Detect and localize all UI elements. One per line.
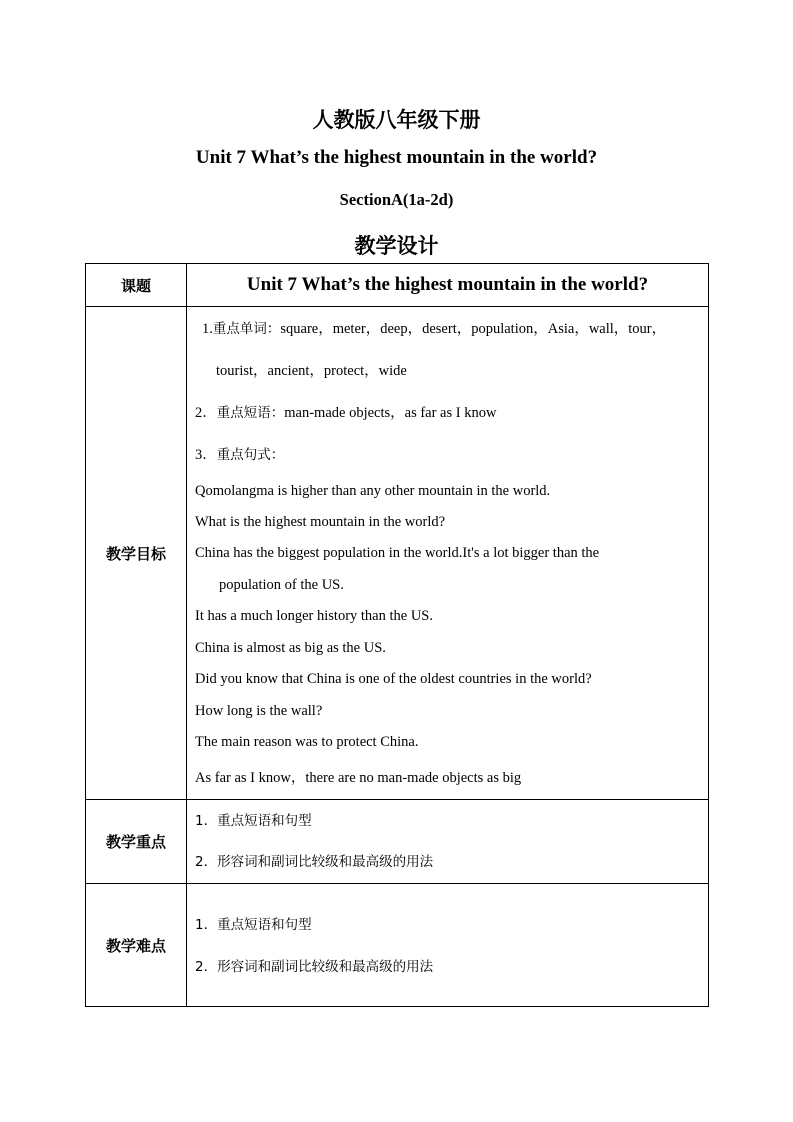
topic-label: 课题 xyxy=(86,264,187,307)
sentence-8: The main reason was to protect China. xyxy=(195,734,419,750)
key-sentences-num: 3． xyxy=(195,447,217,463)
difficulties-cell xyxy=(187,884,709,1007)
sentence-7: How long is the wall? xyxy=(195,703,323,719)
difficulties-row xyxy=(86,884,709,1007)
sentence-3a: China has the biggest population in the world.It's a lot bigger than the xyxy=(195,545,600,561)
sentence-1: Qomolangma is higher than any other mountain in the world. xyxy=(195,483,551,499)
unit-title: Unit 7 What’s the highest mountain in the world? xyxy=(195,147,598,168)
key-points-cell xyxy=(187,800,709,884)
objectives-label: 教学目标 xyxy=(86,307,187,800)
key-points-row xyxy=(86,800,709,884)
book-title: 人教版八年级下册 xyxy=(312,108,481,132)
key-points-label: 教学重点 xyxy=(86,800,187,884)
sentence-5: China is almost as big as the US. xyxy=(195,640,386,656)
topic-row xyxy=(86,264,709,307)
lesson-plan-table xyxy=(85,263,709,1007)
key-words-num: 1. xyxy=(202,321,213,337)
key-phrases-line xyxy=(195,403,496,423)
difficulty-1: 1．重点短语和句型 xyxy=(195,917,312,933)
key-point-2: 2．形容词和副词比较级和最高级的用法 xyxy=(195,854,434,870)
sentence-6: Did you know that China is one of the oldest countries in the world? xyxy=(195,671,592,687)
topic-value: Unit 7 What’s the highest mountain in the world? xyxy=(187,264,709,307)
key-sentences-line xyxy=(195,445,284,465)
key-sentences-label: 重点句式： xyxy=(216,447,285,463)
key-point-1: 1．重点短语和句型 xyxy=(195,813,312,829)
sentence-9: As far as I know，there are no man-made objects as big xyxy=(195,770,522,786)
key-phrases-text: man-made objects，as far as I know xyxy=(284,405,497,421)
sentence-4: It has a much longer history than the US. xyxy=(195,608,433,624)
doc-type-title: 教学设计 xyxy=(354,234,439,258)
difficulties-label: 教学难点 xyxy=(86,884,187,1007)
sentence-2: What is the highest mountain in the world? xyxy=(195,514,446,530)
key-words-text-2: tourist，ancient，protect，wide xyxy=(216,363,407,379)
key-words-label: 重点单词： xyxy=(212,321,281,337)
objectives-cell xyxy=(187,307,709,800)
sentence-3b: population of the US. xyxy=(219,577,344,593)
section-title: SectionA(1a-2d) xyxy=(339,190,454,209)
key-words-line-1 xyxy=(202,319,666,339)
key-phrases-label: 重点短语： xyxy=(216,405,285,421)
difficulty-2: 2．形容词和副词比较级和最高级的用法 xyxy=(195,959,434,975)
key-phrases-num: 2． xyxy=(195,405,217,421)
objectives-row xyxy=(86,307,709,800)
key-words-text-1: square，meter，deep，desert，population，Asia，wall，tour， xyxy=(280,321,667,337)
